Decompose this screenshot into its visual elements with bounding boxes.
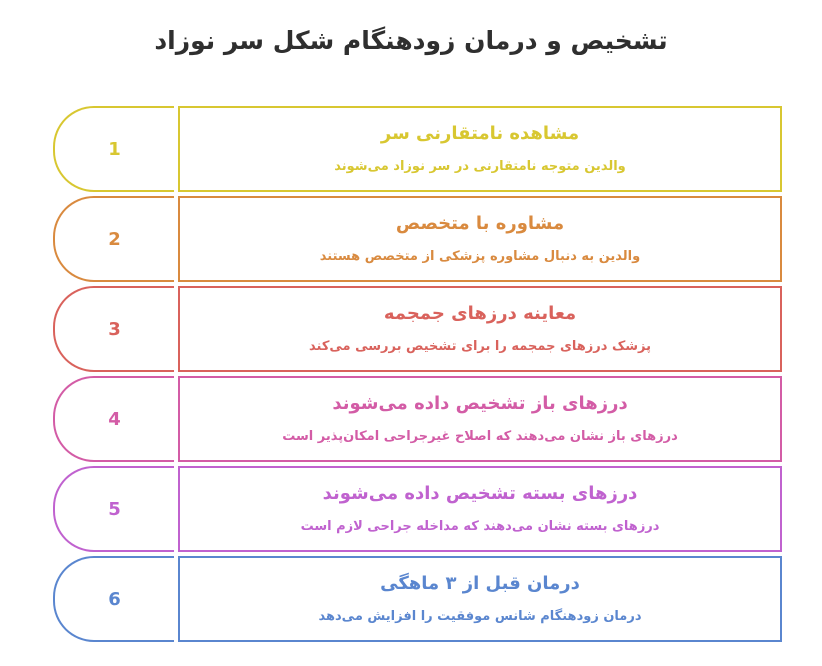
step-row <box>53 196 782 282</box>
step-box <box>178 286 782 372</box>
step-number: 2 <box>53 196 174 282</box>
step-heading: درزهای بسته تشخیص داده می‌شوند <box>322 483 638 504</box>
step-box <box>178 106 782 192</box>
step-description: درزهای باز نشان می‌دهند که اصلاح غیرجراحی امکان‌پذیر است <box>282 429 678 444</box>
step-description: پزشک درزهای جمجمه را برای تشخیص بررسی می‌کند <box>309 339 652 354</box>
step-row <box>53 106 782 192</box>
step-row <box>53 376 782 462</box>
step-heading: مشاهده نامتقارنی سر <box>380 123 580 144</box>
step-number: 1 <box>53 106 174 192</box>
step-description: والدین به دنبال مشاوره پزشکی از متخصص هستند <box>319 249 641 264</box>
step-row <box>53 286 782 372</box>
step-description: درزهای بسته نشان می‌دهند که مداخله جراحی لازم است <box>300 519 660 534</box>
step-row <box>53 466 782 552</box>
step-box <box>178 196 782 282</box>
step-row <box>53 556 782 642</box>
step-heading: درزهای باز تشخیص داده می‌شوند <box>332 393 628 414</box>
step-box <box>178 466 782 552</box>
step-description: درمان زودهنگام شانس موفقیت را افزایش می‌دهد <box>318 609 642 624</box>
step-heading: معاینه درزهای جمجمه <box>383 303 577 324</box>
step-number: 4 <box>53 376 174 462</box>
step-number: 6 <box>53 556 174 642</box>
step-heading: مشاوره با متخصص <box>395 213 565 234</box>
step-number: 5 <box>53 466 174 552</box>
step-heading: درمان قبل از ۳ ماهگی <box>380 573 580 594</box>
page-title: تشخیص و درمان زودهنگام شکل سر نوزاد <box>154 26 668 55</box>
step-number: 3 <box>53 286 174 372</box>
step-description: والدین متوجه نامتقارنی در سر نوزاد می‌شوند <box>334 159 626 174</box>
step-box <box>178 376 782 462</box>
step-box <box>178 556 782 642</box>
